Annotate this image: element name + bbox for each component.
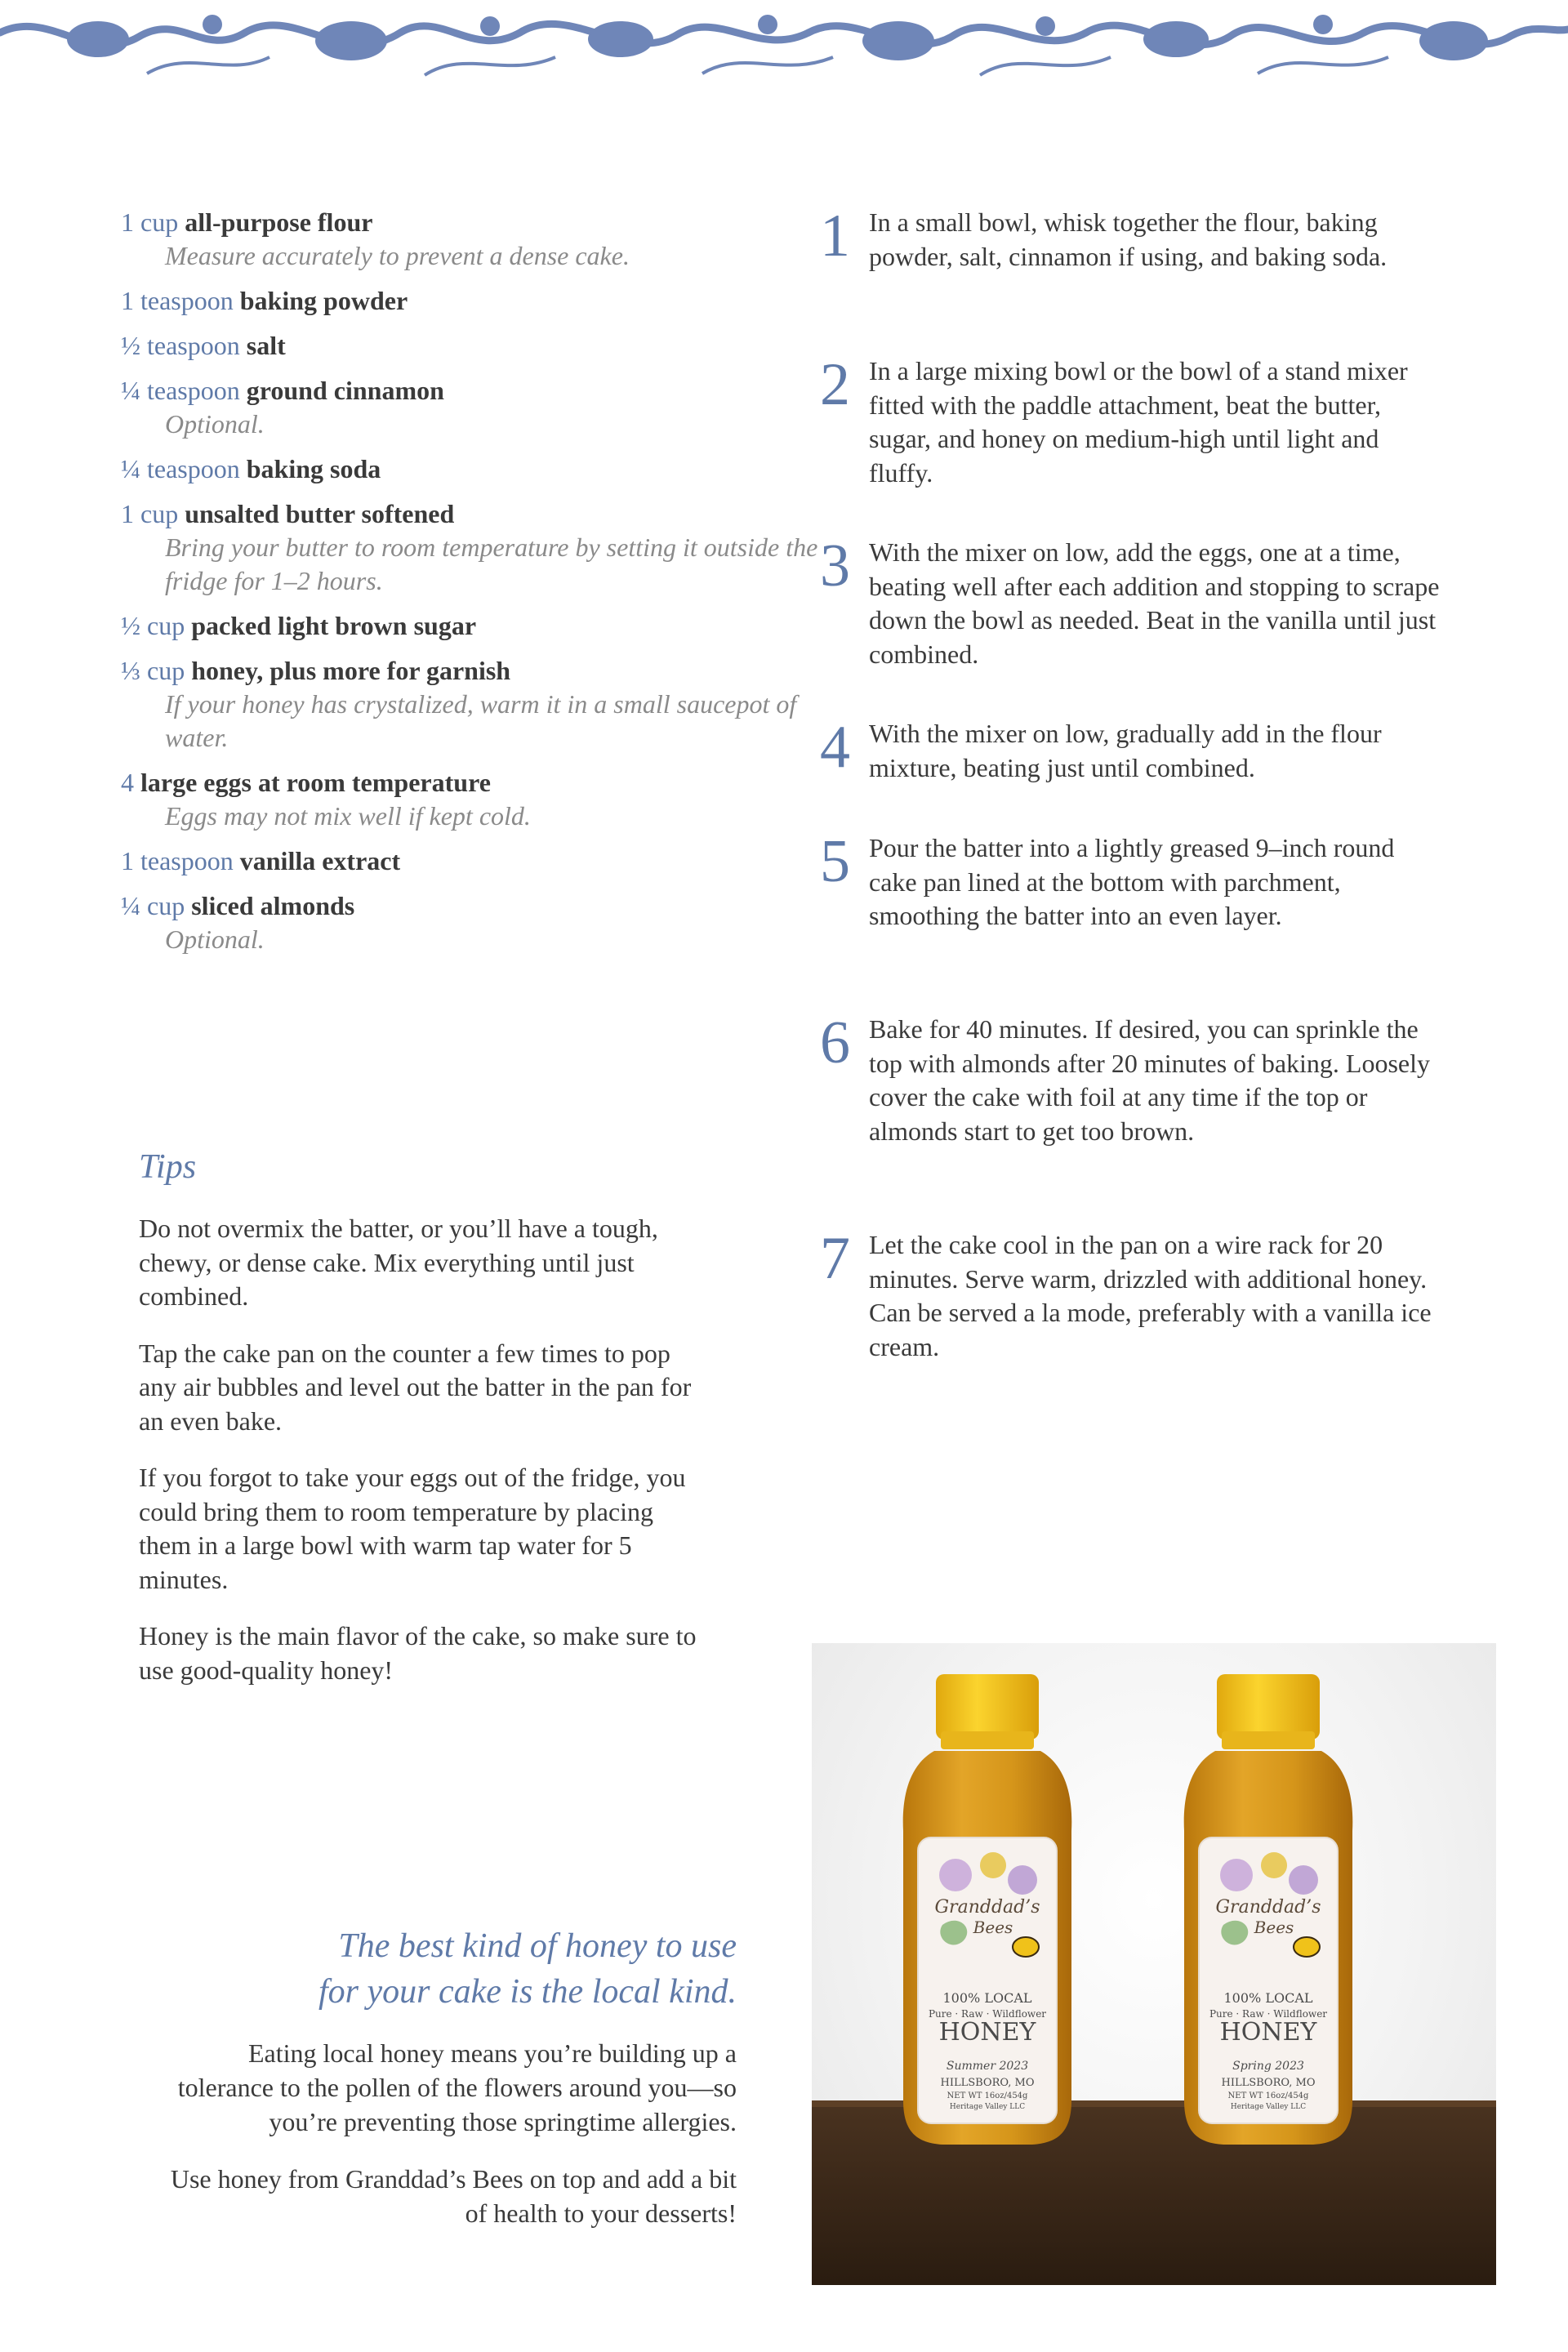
svg-text:Pure · Raw · Wildflower: Pure · Raw · Wildflower (928, 2008, 1047, 2020)
ingredient-name: baking soda (246, 454, 381, 483)
ingredient-note: Measure accurately to prevent a dense cake. (165, 241, 630, 270)
ingredient-name: packed light brown sugar (191, 611, 477, 640)
svg-text:Pure · Raw · Wildflower: Pure · Raw · Wildflower (1209, 2008, 1328, 2020)
ingredient-amount: 1 cup (121, 207, 179, 237)
tips-title: Tips (139, 1148, 197, 1186)
ingredient-item (121, 497, 823, 598)
decorative-scroll-border (0, 0, 1568, 82)
tips-section (139, 1147, 710, 1710)
svg-text:NET WT 16oz/454g: NET WT 16oz/454g (947, 2091, 1028, 2100)
step-number: 1 (820, 203, 850, 270)
svg-text:Summer 2023: Summer 2023 (946, 2060, 1029, 2073)
ingredient-item (121, 452, 823, 486)
ingredient-amount: ¼ cup (121, 891, 185, 920)
ingredient-note: Eggs may not mix well if kept cold. (165, 801, 531, 831)
ingredient-note: Optional. (165, 409, 265, 439)
ingredients-list (121, 206, 823, 968)
tip-paragraph: If you forgot to take your eggs out of the fridge, you could bring them to room temperature by placing them in a large bowl with warm tap water for 5 minutes. (139, 1463, 686, 1594)
callout-paragraph: Use honey from Granddad’s Bees on top and add a bit of health to your desserts! (170, 2164, 737, 2228)
svg-text:HILLSBORO, MO: HILLSBORO, MO (940, 2077, 1035, 2089)
svg-text:100% LOCAL: 100% LOCAL (1223, 1990, 1313, 2006)
ingredient-name: baking powder (239, 286, 408, 315)
ingredient-name: large eggs at room temperature (140, 768, 491, 797)
ingredient-name: all-purpose flour (185, 207, 373, 237)
step-number: 5 (820, 828, 850, 895)
ingredient-item (121, 284, 823, 318)
ingredient-item (121, 374, 823, 441)
step-number: 6 (820, 1009, 850, 1076)
ingredient-note: If your honey has crystalized, warm it in a small saucepot of water. (165, 689, 797, 752)
step-text: With the mixer on low, gradually add in the flour mixture, beating just until combined. (869, 719, 1382, 782)
honey-bottles-illustration (812, 1643, 1496, 2285)
ingredient-name: ground cinnamon (246, 376, 444, 405)
ingredient-name: unsalted butter softened (185, 499, 455, 528)
ingredient-item (121, 654, 823, 755)
ingredient-name: salt (246, 331, 286, 360)
callout-title-line: for your cake is the local kind. (318, 1973, 737, 2011)
step-number: 2 (820, 351, 850, 418)
honey-bottle-spring (1184, 1674, 1353, 2145)
svg-text:Bees: Bees (973, 1918, 1013, 1937)
svg-text:HONEY: HONEY (1219, 2018, 1317, 2047)
svg-text:HONEY: HONEY (938, 2018, 1036, 2047)
step-text: With the mixer on low, add the eggs, one at a time, beating well after each addition and stopping to scrape down the bowl as needed. Beat in the vanilla until just combined. (869, 537, 1440, 669)
step-text: Bake for 40 minutes. If desired, you can sprinkle the top with almonds after 20 minutes of baking. Loosely cover the cake with foil at any time if the top or almonds start to get too brown. (869, 1014, 1430, 1146)
ingredient-item (121, 889, 823, 956)
ingredient-amount: 4 (121, 768, 134, 797)
ingredient-note: Optional. (165, 924, 265, 954)
step-number: 7 (820, 1225, 850, 1292)
step-text: In a small bowl, whisk together the flour, baking powder, salt, cinnamon if using, and baking soda. (869, 207, 1388, 271)
svg-text:100% LOCAL: 100% LOCAL (942, 1990, 1032, 2006)
local-honey-callout (147, 1923, 737, 2253)
svg-text:Granddad’s: Granddad’s (1215, 1897, 1321, 1918)
callout-title-line: The best kind of honey to use (338, 1927, 737, 1965)
svg-text:Heritage Valley LLC: Heritage Valley LLC (1230, 2103, 1307, 2111)
ingredient-name: sliced almonds (191, 891, 355, 920)
ingredient-name: vanilla extract (239, 846, 401, 875)
tip-paragraph: Honey is the main flavor of the cake, so make sure to use good-quality honey! (139, 1621, 697, 1685)
ingredient-item (121, 329, 823, 363)
callout-paragraph: Eating local honey means you’re building up a tolerance to the pollen of the flowers around you—so you’re preventing those springtime allergies. (177, 2038, 737, 2136)
honey-bottles-photo (812, 1643, 1496, 2285)
ingredient-item (121, 206, 823, 273)
ingredient-amount: ½ teaspoon (121, 331, 240, 360)
ingredient-amount: ¼ teaspoon (121, 454, 240, 483)
svg-text:HILLSBORO, MO: HILLSBORO, MO (1221, 2077, 1316, 2089)
ingredient-item (121, 609, 823, 643)
ingredient-note: Bring your butter to room temperature by setting it outside the fridge for 1–2 hours. (165, 532, 818, 595)
ingredient-item (121, 766, 823, 833)
svg-text:Heritage Valley LLC: Heritage Valley LLC (949, 2103, 1026, 2111)
svg-text:Bees: Bees (1254, 1918, 1294, 1937)
callout-title (147, 1923, 737, 2015)
ingredient-amount: ¼ teaspoon (121, 376, 240, 405)
svg-text:Spring 2023: Spring 2023 (1232, 2060, 1304, 2073)
ingredient-name: honey, plus more for garnish (191, 656, 511, 685)
ingredient-amount: 1 teaspoon (121, 286, 234, 315)
tip-paragraph: Do not overmix the batter, or you’ll have a tough, chewy, or dense cake. Mix everything until just combined. (139, 1214, 658, 1311)
svg-text:Granddad’s: Granddad’s (934, 1897, 1040, 1918)
ingredient-amount: ⅓ cup (121, 656, 185, 685)
ingredient-amount: 1 teaspoon (121, 846, 234, 875)
ingredient-amount: 1 cup (121, 499, 179, 528)
step-number: 3 (820, 532, 850, 599)
step-text: Let the cake cool in the pan on a wire rack for 20 minutes. Serve warm, drizzled with additional honey. Can be served a la mode, preferably with a vanilla ice cream. (869, 1230, 1432, 1361)
ingredient-item (121, 844, 823, 878)
step-number: 4 (820, 714, 850, 781)
ingredient-amount: ½ cup (121, 611, 185, 640)
step-text: In a large mixing bowl or the bowl of a stand mixer fitted with the paddle attachment, beat the butter, sugar, and honey on medium-high until light and fluffy. (869, 356, 1408, 488)
tip-paragraph: Tap the cake pan on the counter a few times to pop any air bubbles and level out the batter in the pan for an even bake. (139, 1338, 692, 1436)
step-text: Pour the batter into a lightly greased 9–inch round cake pan lined at the bottom with parchment, smoothing the batter into an even layer. (869, 833, 1395, 930)
svg-text:NET WT 16oz/454g: NET WT 16oz/454g (1227, 2091, 1309, 2100)
honey-bottle-summer (903, 1674, 1072, 2145)
